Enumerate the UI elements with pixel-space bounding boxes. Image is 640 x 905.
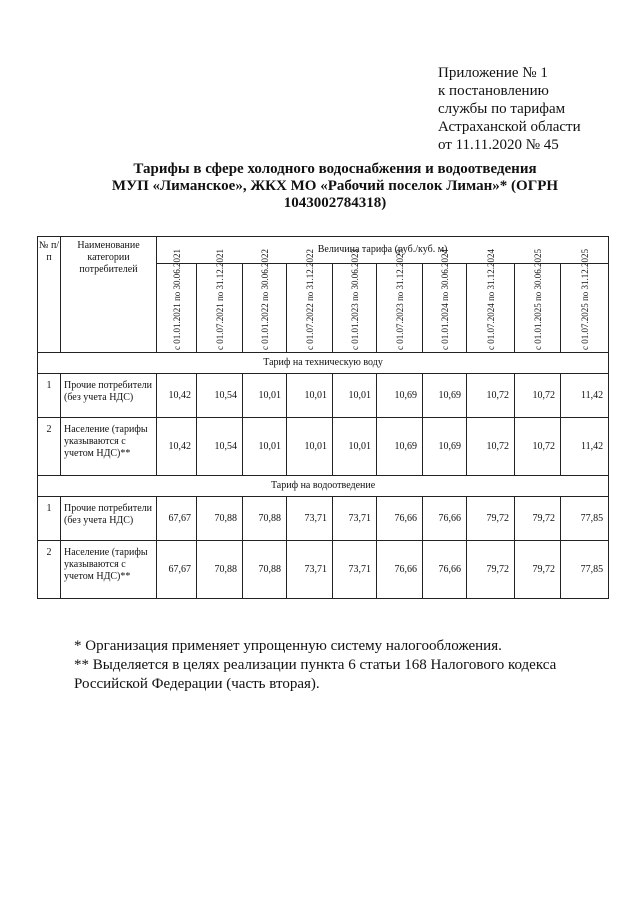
footnote: * Организация применяет упрощенную систему налогообложения. <box>74 638 502 654</box>
period-header <box>197 248 243 353</box>
section-row <box>38 476 609 497</box>
tariff-value: 10,01 <box>333 418 377 476</box>
tariff-value: 79,72 <box>515 497 561 541</box>
title-line: 1043002784318) <box>283 195 387 211</box>
row-category: Население (тарифы указываются с учетом НДС)** <box>61 541 157 599</box>
row-category: Население (тарифы указываются с учетом НДС)** <box>61 418 157 476</box>
tariff-value: 67,67 <box>157 541 197 599</box>
tariff-value: 79,72 <box>467 497 515 541</box>
section-title: Тариф на водоотведение <box>38 476 609 497</box>
tariff-value: 10,69 <box>377 374 423 418</box>
header-number: № п/п <box>38 237 61 353</box>
tariff-value: 70,88 <box>243 541 287 599</box>
tariff-value: 79,72 <box>467 541 515 599</box>
footnote: ** Выделяется в целях реализации пункта 6 статьи 168 Налогового кодекса Российской Федерации (часть вторая). <box>74 657 557 692</box>
period-label: с 01.01.2025 по 30.06.2025 <box>532 248 543 350</box>
period-header <box>157 248 197 353</box>
tariff-value: 70,88 <box>197 541 243 599</box>
section-row <box>38 353 609 374</box>
tariff-value: 10,42 <box>157 374 197 418</box>
tariff-value: 67,67 <box>157 497 197 541</box>
appendix-line: Астраханской области <box>438 119 581 135</box>
tariff-value: 76,66 <box>423 541 467 599</box>
tariff-table <box>37 236 609 599</box>
row-number: 2 <box>38 541 61 599</box>
period-label: с 01.01.2021 по 30.06.2021 <box>171 248 182 350</box>
title-line: Тарифы в сфере холодного водоснабжения и водоотведения <box>133 161 537 177</box>
row-number: 1 <box>38 497 61 541</box>
table-row <box>38 374 609 418</box>
period-header <box>515 248 561 353</box>
row-number: 1 <box>38 374 61 418</box>
header-tariff-value: Величина тарифа (руб./куб. м) <box>157 237 609 264</box>
table-row <box>38 418 609 476</box>
appendix-block <box>438 64 581 154</box>
period-label: с 01.01.2024 по 30.06.2024 <box>439 248 450 350</box>
tariff-value: 79,72 <box>515 541 561 599</box>
tariff-value: 10,69 <box>423 374 467 418</box>
tariff-value: 10,01 <box>243 418 287 476</box>
period-header <box>333 248 377 353</box>
tariff-value: 11,42 <box>561 418 609 476</box>
section-title: Тариф на техническую воду <box>38 353 609 374</box>
appendix-line: к постановлению <box>438 83 549 99</box>
period-label: с 01.01.2023 по 30.06.2023 <box>349 248 360 350</box>
row-category: Прочие потребители (без учета НДС) <box>61 374 157 418</box>
tariff-value: 73,71 <box>333 497 377 541</box>
tariff-value: 10,72 <box>515 418 561 476</box>
period-header <box>423 248 467 353</box>
period-label: с 01.01.2022 по 30.06.2022 <box>259 248 270 350</box>
tariff-value: 73,71 <box>333 541 377 599</box>
appendix-line: от 11.11.2020 № 45 <box>438 137 559 153</box>
table-header <box>38 237 609 353</box>
period-label: с 01.07.2023 по 31.12.2023 <box>394 248 405 350</box>
period-label: с 01.07.2022 по 31.12.2022 <box>304 248 315 350</box>
tariff-value: 10,72 <box>515 374 561 418</box>
tariff-value: 76,66 <box>423 497 467 541</box>
table-row <box>38 541 609 599</box>
tariff-value: 10,69 <box>423 418 467 476</box>
tariff-value: 10,69 <box>377 418 423 476</box>
period-label: с 01.07.2024 по 31.12.2024 <box>485 248 496 350</box>
tariff-value: 77,85 <box>561 541 609 599</box>
tariff-value: 10,54 <box>197 374 243 418</box>
row-number: 2 <box>38 418 61 476</box>
tariff-value: 73,71 <box>287 497 333 541</box>
header-category: Наименование категории потребителей <box>61 237 157 353</box>
footnotes <box>74 637 594 694</box>
tariff-value: 10,01 <box>287 418 333 476</box>
tariff-value: 10,42 <box>157 418 197 476</box>
tariff-value: 77,85 <box>561 497 609 541</box>
document-title <box>100 161 570 212</box>
tariff-value: 10,01 <box>333 374 377 418</box>
table-body <box>38 353 609 599</box>
appendix-line: Приложение № 1 <box>438 65 548 81</box>
period-header <box>377 248 423 353</box>
period-header <box>287 248 333 353</box>
tariff-value: 73,71 <box>287 541 333 599</box>
title-line: МУП «Лиманское», ЖКХ МО «Рабочий поселок Лиман»* (ОГРН <box>111 178 559 194</box>
tariff-value: 10,72 <box>467 418 515 476</box>
period-header <box>561 248 609 353</box>
row-category: Прочие потребители (без учета НДС) <box>61 497 157 541</box>
tariff-value: 10,01 <box>243 374 287 418</box>
tariff-value: 10,01 <box>287 374 333 418</box>
period-label: с 01.07.2021 по 31.12.2021 <box>214 248 225 350</box>
period-header <box>467 248 515 353</box>
tariff-value: 10,72 <box>467 374 515 418</box>
tariff-value: 11,42 <box>561 374 609 418</box>
period-header <box>243 248 287 353</box>
tariff-value: 70,88 <box>243 497 287 541</box>
tariff-value: 76,66 <box>377 497 423 541</box>
tariff-value: 76,66 <box>377 541 423 599</box>
appendix-line: службы по тарифам <box>438 101 566 117</box>
period-label: с 01.07.2025 по 31.12.2025 <box>579 248 590 350</box>
table-row <box>38 497 609 541</box>
tariff-value: 10,54 <box>197 418 243 476</box>
tariff-value: 70,88 <box>197 497 243 541</box>
